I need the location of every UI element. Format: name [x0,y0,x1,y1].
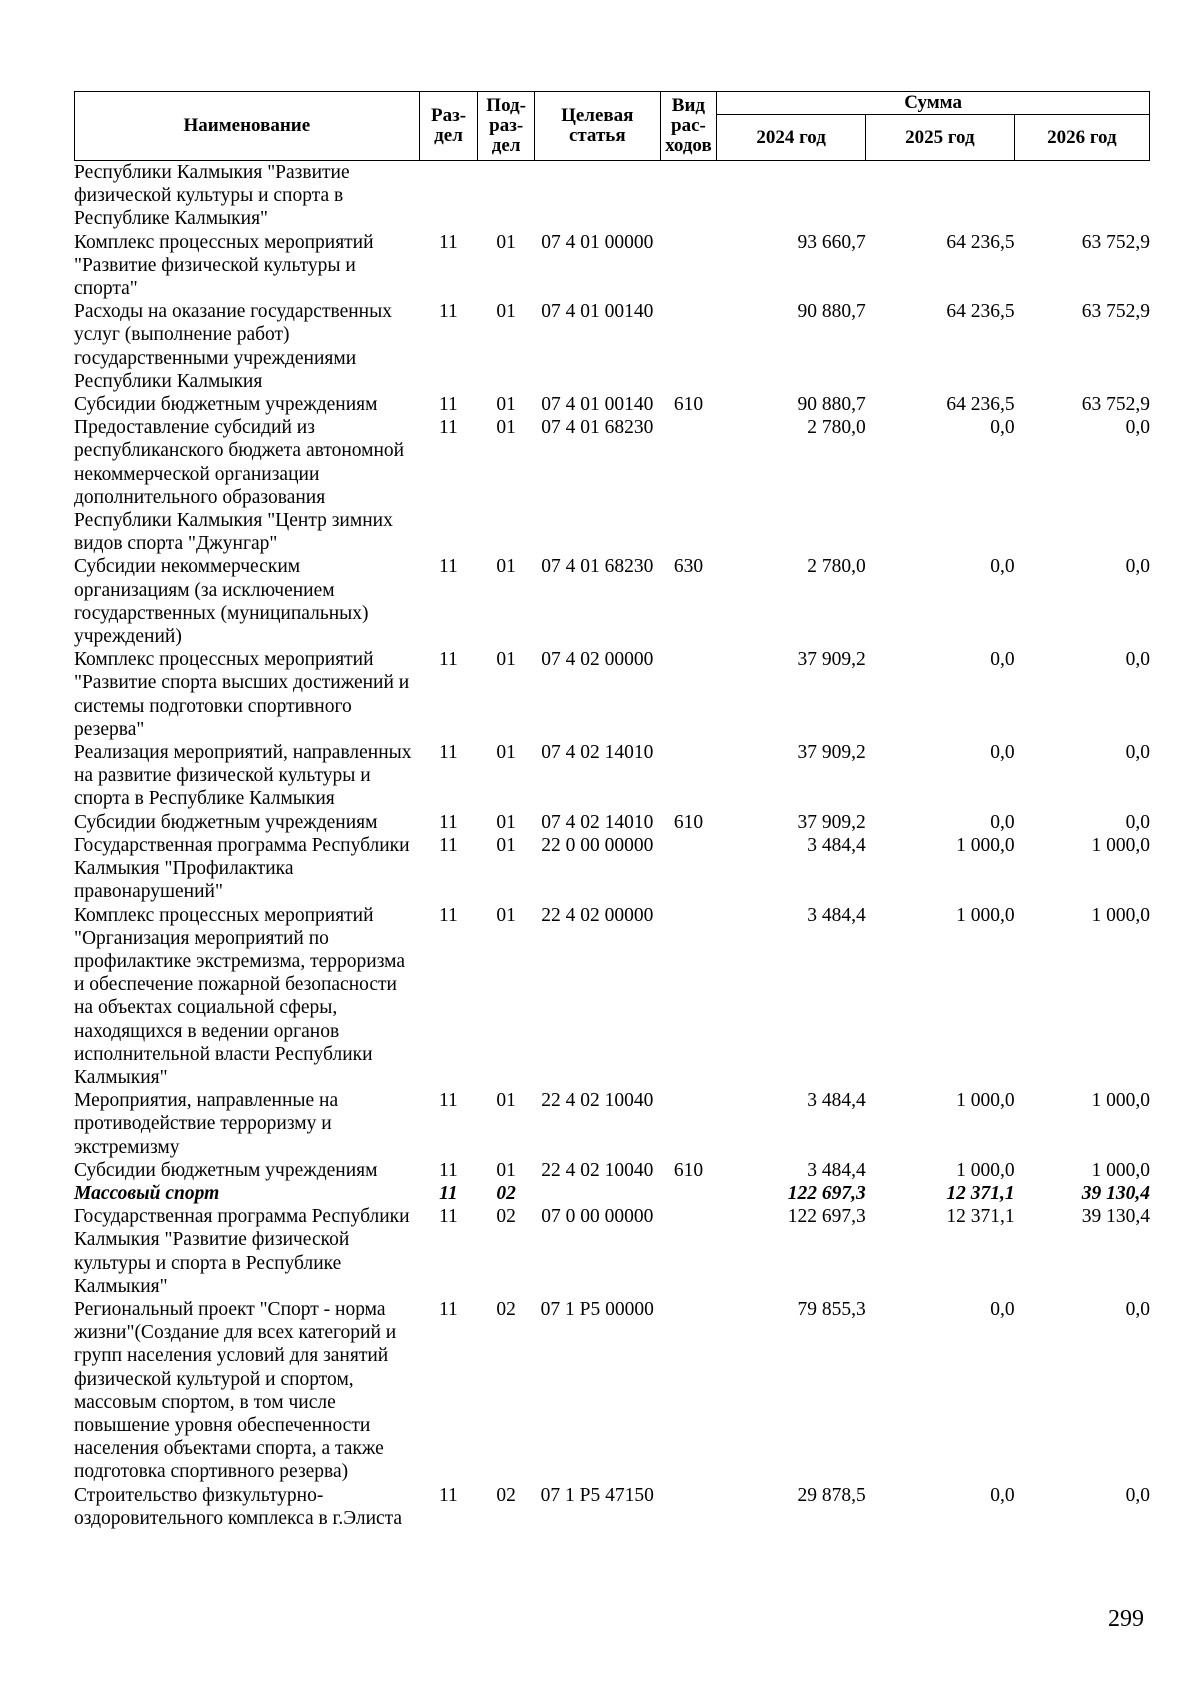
table-body [74,161,1150,1530]
row-sum-2026: 63 752,9 [1081,394,1150,416]
row-subsection: 01 [496,301,516,323]
table-row [74,648,1150,741]
row-sum-2025: 64 236,5 [946,231,1015,253]
row-section: 11 [439,1484,458,1506]
row-name: Реализация мероприятий, направленных на развитие физической культуры и спорта в Республике Калмыкия [74,742,412,810]
header-subsection: Под- раз- дел [478,92,535,161]
row-target-article [534,1182,660,1205]
row-target-article: 22 4 02 00000 [541,904,654,926]
row-target-article: 22 4 02 10040 [541,1159,654,1181]
row-sum-2025: 0,0 [990,649,1015,671]
row-sum-2024: 37 909,2 [797,811,866,833]
table-row [74,904,1150,1090]
row-expense-type [660,741,717,811]
row-subsection: 01 [496,1090,516,1112]
row-target-article: 07 1 P5 00000 [540,1298,654,1320]
row-sum-2026: 0,0 [1125,1484,1150,1506]
row-sum-2024 [717,161,866,231]
row-section: 11 [439,649,458,671]
row-sum-2024: 29 878,5 [797,1484,866,1506]
row-subsection: 01 [496,1159,516,1181]
row-name: Субсидии бюджетным учреждениям [74,811,378,833]
table-rows [74,161,1150,1530]
row-sum-2026: 39 130,4 [1081,1206,1150,1228]
row-sum-2024: 3 484,4 [807,904,866,926]
table-row [74,741,1150,811]
row-section: 11 [439,1298,458,1320]
row-sum-2024: 3 484,4 [807,1159,866,1181]
row-section: 11 [439,1206,458,1228]
row-sum-2025: 0,0 [990,1298,1015,1320]
table-row [74,1182,1150,1205]
header-sum: Сумма [717,92,1150,115]
row-sum-2025: 12 371,1 [946,1206,1015,1228]
table-row [74,416,1150,555]
row-target-article: 07 0 00 00000 [541,1206,654,1228]
row-subsection: 01 [496,394,516,416]
row-name: Государственная программа Республики Калмыкия "Развитие физической культуры и спорта в Республике Калмыкия" [74,1206,410,1297]
row-name: Республики Калмыкия "Развитие физической культуры и спорта в Республике Калмыкия" [74,162,350,230]
row-expense-type [660,1205,717,1298]
row-sum-2026: 0,0 [1125,556,1150,578]
row-subsection: 02 [496,1298,516,1320]
row-sum-2025: 64 236,5 [946,394,1015,416]
row-expense-type: 610 [673,1159,704,1181]
table-row [74,300,1150,393]
table-row [74,555,1150,648]
row-expense-type [660,416,717,555]
row-target-article: 07 4 02 00000 [541,649,654,671]
row-expense-type [660,1089,717,1159]
row-section: 11 [439,394,458,416]
row-target-article: 07 4 01 68230 [541,556,654,578]
row-sum-2025: 0,0 [990,742,1015,764]
table-row [74,161,1150,231]
row-section: 11 [439,301,458,323]
row-name: Субсидии бюджетным учреждениям [74,394,378,416]
row-sum-2025: 0,0 [990,811,1015,833]
table-row [74,231,1150,301]
row-sum-2025: 1 000,0 [956,1090,1015,1112]
row-subsection: 01 [496,811,516,833]
row-target-article: 07 4 02 14010 [541,742,654,764]
row-expense-type: 630 [673,556,704,578]
row-section: 11 [439,556,458,578]
row-sum-2025: 1 000,0 [956,1159,1015,1181]
row-name: Комплекс процессных мероприятий "Развитие физической культуры и спорта" [74,231,374,300]
row-target-article: 07 4 01 00140 [541,301,654,323]
row-sum-2024: 90 880,7 [797,394,866,416]
row-sum-2025: 1 000,0 [956,834,1015,856]
row-expense-type: 610 [673,811,704,833]
row-name: Субсидии некоммерческим организациям (за исключением государственных (муниципальных) учреждений) [74,556,369,648]
row-expense-type [660,1182,717,1205]
row-sum-2025: 0,0 [990,556,1015,578]
row-section: 11 [439,904,458,926]
row-sum-2026: 1 000,0 [1091,834,1150,856]
row-sum-2026: 39 130,4 [1081,1182,1150,1204]
table-row [74,1159,1150,1182]
table-row [74,1205,1150,1298]
row-sum-2024: 3 484,4 [807,1090,866,1112]
row-sum-2024: 90 880,7 [797,301,866,323]
row-target-article: 07 4 02 14010 [541,811,654,833]
header-name: Наименование [75,92,420,161]
table-row [74,1298,1150,1484]
row-section [419,161,478,231]
budget-table-page [74,91,1150,1530]
row-name: Субсидии бюджетным учреждениям [74,1159,378,1181]
row-subsection: 01 [496,556,516,578]
row-expense-type: 610 [673,394,704,416]
row-sum-2024: 2 780,0 [807,417,866,439]
row-sum-2026: 0,0 [1125,1298,1150,1320]
row-name: Массовый спорт [74,1182,220,1204]
row-subsection: 01 [496,417,516,439]
row-subsection: 01 [496,834,516,856]
row-subsection [478,161,535,231]
row-sum-2024: 37 909,2 [797,742,866,764]
row-expense-type [660,1298,717,1484]
row-target-article [534,161,660,231]
table-row [74,1484,1150,1530]
row-sum-2024: 122 697,3 [787,1206,866,1228]
row-section: 11 [439,417,458,439]
table-row [74,834,1150,904]
row-subsection: 02 [496,1206,516,1228]
row-sum-2025: 12 371,1 [946,1182,1015,1204]
row-name: Комплекс процессных мероприятий "Развитие спорта высших достижений и системы подготовки спортивного резерва" [74,649,410,740]
row-section: 11 [439,1182,458,1204]
row-name: Комплекс процессных мероприятий "Организация мероприятий по профилактике экстремизма, терроризма и обеспечение пожарной безопасности на объектах социальной сферы, находящихся в ведении органов исполнительной власти Республики Калмыкия" [74,904,405,1088]
table-row [74,1089,1150,1159]
row-section: 11 [439,1090,458,1112]
row-sum-2025: 64 236,5 [946,301,1015,323]
row-sum-2025: 1 000,0 [956,904,1015,926]
row-target-article: 07 4 01 00140 [541,394,654,416]
row-sum-2026: 0,0 [1125,417,1150,439]
row-expense-type [660,834,717,904]
row-expense-type [660,231,717,301]
row-subsection: 02 [496,1484,516,1506]
row-sum-2026: 0,0 [1125,742,1150,764]
row-section: 11 [439,231,458,253]
row-name: Предоставление субсидий из республиканского бюджета автономной некоммерческой организации дополнительного образования Республики Калмыкия "Центр зимних видов спорта "Джунгар" [74,417,405,555]
row-sum-2024: 2 780,0 [807,556,866,578]
row-name: Строительство физкультурно-оздоровительного комплекса в г.Элиста [74,1484,403,1529]
header-section: Раз- дел [419,92,478,161]
header-year-2026: 2026 год [1014,115,1149,161]
row-section: 11 [439,834,458,856]
row-target-article: 22 4 02 10040 [541,1090,654,1112]
row-name: Региональный проект "Спорт - норма жизни"(Создание для всех категорий и групп населения условий для занятий физической культурой и спортом, массовым спортом, в том числе повышение уровня обеспеченности населения объектами спорта, а также подготовка спортивного резерва) [74,1298,397,1483]
row-expense-type [660,161,717,231]
row-sum-2026: 1 000,0 [1091,904,1150,926]
row-expense-type [660,300,717,393]
row-sum-2026: 0,0 [1125,811,1150,833]
row-sum-2024: 37 909,2 [797,649,866,671]
row-expense-type [660,904,717,1090]
row-sum-2025 [866,161,1015,231]
row-expense-type [660,648,717,741]
row-section: 11 [439,811,458,833]
header-year-2024: 2024 год [717,115,866,161]
row-sum-2026: 1 000,0 [1091,1159,1150,1181]
row-subsection: 01 [496,649,516,671]
row-target-article: 22 0 00 00000 [541,834,654,856]
row-sum-2024: 93 660,7 [797,231,866,253]
page-number: 299 [1108,1606,1144,1632]
row-section: 11 [439,1159,458,1181]
row-sum-2026: 0,0 [1125,649,1150,671]
row-name: Расходы на оказание государственных услуг (выполнение работ) государственными учреждениями Республики Калмыкия [74,301,392,392]
row-expense-type [660,1484,717,1530]
row-subsection: 01 [496,231,516,253]
row-target-article: 07 1 P5 47150 [540,1484,654,1506]
row-sum-2026 [1015,161,1150,231]
row-subsection: 02 [496,1182,516,1204]
table-header [74,91,1150,161]
row-subsection: 01 [496,904,516,926]
row-section: 11 [439,742,458,764]
row-sum-2024: 3 484,4 [807,834,866,856]
header-year-2025: 2025 год [865,115,1014,161]
row-sum-2024: 122 697,3 [787,1182,866,1204]
row-subsection: 01 [496,742,516,764]
table-row [74,393,1150,416]
header-expense-type: Вид рас- ходов [660,92,717,161]
row-target-article: 07 4 01 68230 [541,417,654,439]
row-name: Государственная программа Республики Калмыкия "Профилактика правонарушений" [74,834,410,903]
row-sum-2024: 79 855,3 [797,1298,866,1320]
row-sum-2025: 0,0 [990,1484,1015,1506]
row-sum-2026: 63 752,9 [1081,301,1150,323]
table-row [74,811,1150,834]
row-target-article: 07 4 01 00000 [541,231,654,253]
row-name: Мероприятия, направленные на противодействие терроризму и экстремизму [74,1090,339,1158]
header-target: Целевая статья [534,92,660,161]
row-sum-2026: 1 000,0 [1091,1090,1150,1112]
row-sum-2025: 0,0 [990,417,1015,439]
row-sum-2026: 63 752,9 [1081,231,1150,253]
